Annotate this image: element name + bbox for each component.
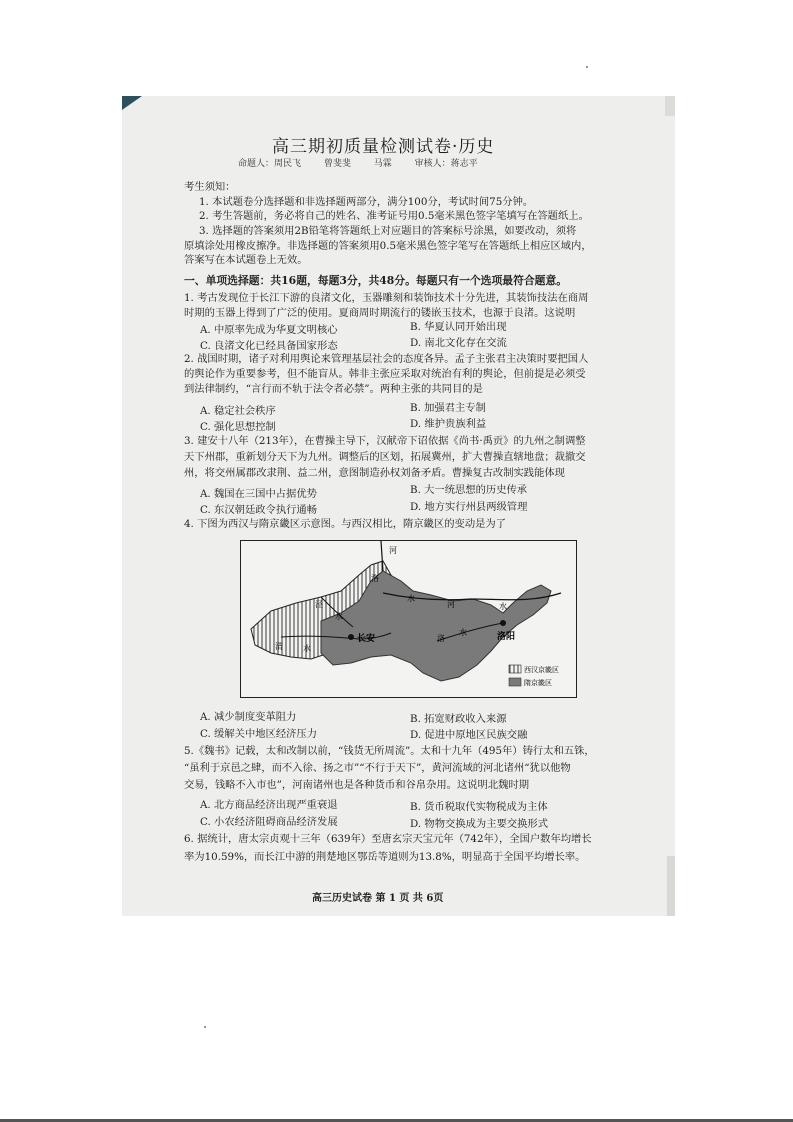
label-shui-5: 水 bbox=[459, 628, 467, 637]
section-heading: 一、单项选择题：共16题，每题3分，共48分。每题只有一个选项最符合题意。 bbox=[184, 274, 568, 287]
q3-option-a: A. 魏国在三国中占据优势 bbox=[200, 488, 317, 500]
q1-option-a: A. 中原率先成为华夏文明核心 bbox=[200, 324, 338, 336]
capital-region-map bbox=[240, 540, 577, 698]
map-svg bbox=[241, 541, 576, 697]
notice-title: 考生须知： bbox=[184, 181, 236, 193]
q1-line-1: 1. 考古发现位于长江下游的良渚文化，玉器雕刻和装饰技术十分先进，其装饰技法在商周 bbox=[184, 292, 589, 304]
q3-option-d: D. 地方实行州县两级管理 bbox=[410, 501, 528, 513]
page-footer: 高三历史试卷 第 1 页 共 6页 bbox=[312, 893, 444, 904]
q3-line-1: 3. 建安十八年（213年），在曹操主导下，汉献帝下诏依据《尚书·禹贡》的九州之制调整 bbox=[184, 435, 586, 447]
changan-dot bbox=[348, 634, 354, 640]
q2-option-d: D. 维护贵族利益 bbox=[410, 418, 487, 430]
notice-4: 原填涂处用橡皮擦净。非选择题的答案须用0.5毫米黑色签字笔写在答题纸上相应区域内， bbox=[184, 240, 592, 252]
label-he-mid: 河 bbox=[447, 600, 455, 609]
reviewer: 审核人：蒋志平 bbox=[414, 159, 478, 169]
legend-label-sui: 隋京畿区 bbox=[524, 679, 552, 687]
q5-line-1: 5.《魏书》记载，太和改制以前，“钱货无所周流”。太和十九年（495年）铸行太和五铢， bbox=[184, 745, 595, 757]
q5-option-b: B. 货币税取代实物税成为主体 bbox=[410, 801, 548, 813]
q2-line-2: 的舆论作为重要参考，但不能盲从。韩非主张应采取对统治有利的舆论，但前提是必须受 bbox=[184, 368, 586, 380]
q4-option-c: C. 缓解关中地区经济压力 bbox=[200, 728, 318, 740]
setters bbox=[238, 156, 498, 169]
q1-option-b: B. 华夏认同开始出现 bbox=[410, 321, 507, 333]
q5-line-3: 交易，钱略不入市也”，河南诸州也是各种货币和谷帛杂用。这说明北魏时期 bbox=[184, 779, 530, 791]
label-luoyang: 洛阳 bbox=[497, 632, 516, 642]
label-shui-1: 水 bbox=[335, 612, 343, 621]
q4-option-a: A. 减少制度变革阻力 bbox=[200, 711, 297, 723]
legend-swatch-sui bbox=[509, 678, 521, 686]
paper-fold bbox=[665, 96, 675, 116]
q2-option-b: B. 加强君主专制 bbox=[410, 402, 486, 414]
label-shui-2: 水 bbox=[407, 594, 415, 603]
legend-label-xihan: 西汉京畿区 bbox=[524, 666, 559, 674]
q1-option-c: C. 良渚文化已经具备国家形态 bbox=[200, 340, 338, 352]
q6-line-2: 率为10.59%，而长江中游的荆楚地区鄂岳等道则为13.8%，明显高于全国平均增长率。 bbox=[184, 851, 586, 863]
q3-option-b: B. 大一统思想的历史传承 bbox=[410, 484, 528, 496]
q2-option-a: A. 稳定社会秩序 bbox=[200, 405, 276, 417]
label-changan: 长安 bbox=[357, 634, 376, 644]
q6-line-1: 6. 据统计，唐太宗贞观十三年（639年）至唐玄宗天宝元年（742年），全国户数年均增长 bbox=[184, 833, 592, 845]
q2-line-1: 2. 战国时期，诸子对利用舆论来管理基层社会的态度各异。孟子主张君主决策时要把国人 bbox=[184, 353, 589, 365]
q5-line-2: “虽利于京邑之肆，而不入徐、扬之市”“不行于天下”，黄河流域的河北诸州“犹以他物 bbox=[184, 762, 571, 774]
notice-3: 3. 选择题的答案须用2B铅笔将答题纸上对应题目的答案标号涂黑，如要改动，须将 bbox=[199, 225, 577, 237]
q4-stem: 4. 下图为西汉与隋京畿区示意图。与西汉相比，隋京畿区的变动是为了 bbox=[184, 518, 507, 530]
label-he-top: 河 bbox=[389, 546, 397, 555]
notice-2: 2. 考生答题前，务必将自己的姓名、准考证号用0.5毫米黑色签字笔填写在答题纸上。 bbox=[199, 210, 589, 222]
label-jing: 泾 bbox=[315, 600, 323, 609]
exam-title: 高三期初质量检测试卷·历史 bbox=[272, 137, 495, 157]
setter-1: 命题人：周民飞 bbox=[238, 159, 302, 169]
q5-option-a: A. 北方商品经济出现严重衰退 bbox=[200, 799, 338, 811]
label-luo: 洛 bbox=[371, 574, 379, 583]
dust-speck bbox=[586, 66, 588, 68]
label-wei: 渭 bbox=[275, 642, 283, 651]
exam-photo bbox=[122, 96, 675, 916]
q5-option-c: C. 小农经济阻碍商品经济发展 bbox=[200, 816, 338, 828]
q3-line-3: 州，将交州属郡改隶荆、益二州，意图制造孙权刘备矛盾。曹操复古改制实践能体现 bbox=[184, 467, 565, 479]
q4-option-d: D. 促进中原地区民族交融 bbox=[410, 729, 528, 741]
q4-option-b: B. 拓宽财政收入来源 bbox=[410, 713, 507, 725]
luoyang-dot bbox=[500, 620, 506, 626]
q5-option-d: D. 物物交换成为主要交换形式 bbox=[410, 818, 548, 830]
desk-corner bbox=[122, 96, 142, 110]
paper-fold-bottom bbox=[667, 856, 675, 916]
setter-2: 曾斐斐 bbox=[323, 159, 351, 169]
q1-line-2: 时期的玉器上得到了广泛的使用。夏商周时期流行的镂嵌玉技术，也源于良渚。这说明 bbox=[184, 307, 576, 319]
legend-swatch-xihan bbox=[509, 665, 521, 673]
label-luo-2: 洛 bbox=[437, 634, 445, 643]
dust-speck bbox=[204, 1026, 206, 1028]
notice-5: 答案写在本试题卷上无效。 bbox=[184, 254, 308, 266]
q2-option-c: C. 强化思想控制 bbox=[200, 421, 276, 433]
q2-line-3: 到法律制约，“言行而不轨于法令者必禁”。两种主张的共同目的是 bbox=[184, 383, 483, 395]
setter-3: 马霖 bbox=[373, 159, 392, 169]
q3-option-c: C. 东汉朝廷政令执行通畅 bbox=[200, 504, 318, 516]
label-shui-3: 水 bbox=[499, 602, 507, 611]
q3-line-2: 天下州郡，重新划分天下为九州。调整后的区划，拓展冀州，扩大曹操直辖地盘；裁撤交 bbox=[184, 451, 586, 463]
notice-1: 1. 本试题卷分选择题和非选择题两部分，满分100分，考试时间75分钟。 bbox=[199, 196, 534, 208]
label-shui-4: 水 bbox=[303, 644, 311, 653]
q1-option-d: D. 南北文化存在交流 bbox=[410, 337, 507, 349]
